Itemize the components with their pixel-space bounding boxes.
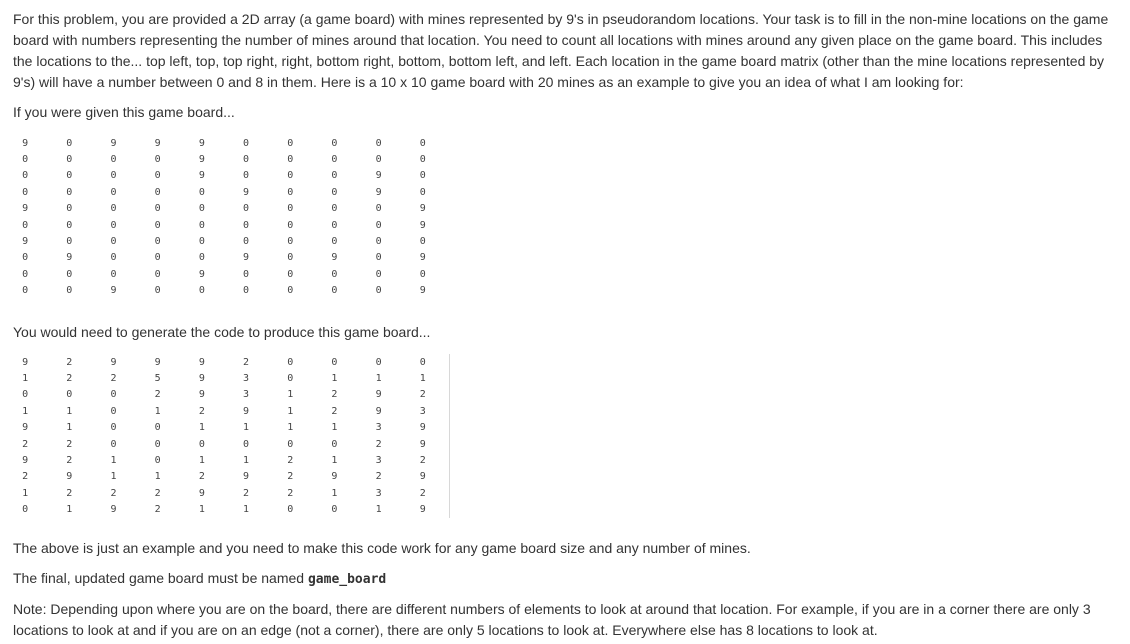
board-cell: 0: [154, 154, 161, 166]
board-cell: 0: [287, 252, 294, 264]
board-cell: 0: [287, 186, 294, 198]
input-board: [3, 135, 445, 299]
board-cell: 9: [154, 137, 161, 149]
board-cell: 9: [198, 170, 205, 182]
board-cell: 3: [375, 454, 382, 466]
board-cell: 9: [198, 389, 205, 401]
board-cell: 0: [331, 154, 338, 166]
board-cell: 9: [375, 405, 382, 417]
board-row: [3, 485, 445, 501]
board-cell: 2: [419, 454, 426, 466]
board-cell: 0: [419, 137, 426, 149]
board-cell: 1: [375, 504, 382, 516]
board-cell: 2: [375, 438, 382, 450]
board-cell: 9: [243, 471, 250, 483]
board-row: [3, 266, 445, 282]
board-cell: 0: [331, 504, 338, 516]
board-cell: 0: [198, 203, 205, 215]
board-cell: 9: [110, 356, 117, 368]
board-cell: 1: [22, 487, 29, 499]
board-cell: 2: [22, 438, 29, 450]
board-cell: 0: [110, 389, 117, 401]
board-row: [3, 469, 445, 485]
board-cell: 0: [198, 252, 205, 264]
board-cell: 0: [110, 252, 117, 264]
board-cell: 0: [66, 236, 73, 248]
board-row: [3, 283, 445, 299]
board-cell: 2: [331, 405, 338, 417]
board-cell: 0: [66, 186, 73, 198]
board-cell: 2: [287, 454, 294, 466]
board-cell: 0: [154, 285, 161, 297]
board-row: [3, 250, 445, 266]
board-cell: 2: [154, 487, 161, 499]
board-cell: 2: [198, 471, 205, 483]
edges-note: Note: Depending upon where you are on the board, there are different numbers of elements to look at around that location. For example, if you are in a corner there are only 3 locations to look at and if you are on an edge (not a corner), there are only 5 locations to look at. Everywhere else has 8 locations to look at.: [13, 600, 1091, 638]
intro-paragraph: For this problem, you are provided a 2D array (a game board) with mines represented by 9's in pseudorandom locations. Your task is to fill in the non-mine locations on the game board with numbers representing the number of mines around that location. You need to count all locations with mines around any given place on the game board. This includes the locations to the... top left, top, top right, right, bottom right, bottom, bottom left, and left. Each location in the game board matrix (other than the mine locations represented by 9's) will have a number between 0 and 8 in them. Here is a 10 x 10 game board with 20 mines as an example to give you an idea of what I am looking for:: [13, 11, 1109, 90]
board-row: [3, 452, 445, 468]
board-cell: 0: [375, 203, 382, 215]
board-cell: 2: [243, 487, 250, 499]
board-cell: 0: [375, 252, 382, 264]
board-cell: 0: [331, 285, 338, 297]
board-cell: 0: [22, 252, 29, 264]
board-cell: 2: [419, 389, 426, 401]
board-cell: 9: [419, 422, 426, 434]
board-cell: 1: [198, 422, 205, 434]
board-cell: 9: [110, 285, 117, 297]
board-cell: 0: [375, 356, 382, 368]
board-cell: 9: [22, 356, 29, 368]
board-cell: 0: [287, 219, 294, 231]
board-cell: 0: [287, 154, 294, 166]
board-cell: 0: [287, 268, 294, 280]
board-cell: 0: [243, 203, 250, 215]
board-cell: 0: [375, 285, 382, 297]
board-cell: 0: [66, 219, 73, 231]
board-cell: 9: [243, 252, 250, 264]
board-cell: 0: [198, 438, 205, 450]
any-size-note: The above is just an example and you need to make this code work for any game board size and any number of mines.: [13, 539, 751, 556]
board-cell: 0: [22, 389, 29, 401]
board-cell: 0: [287, 438, 294, 450]
board-cell: 0: [419, 186, 426, 198]
board-cell: 2: [66, 487, 73, 499]
board-cell: 0: [375, 154, 382, 166]
board-cell: 9: [419, 504, 426, 516]
board-cell: 2: [22, 471, 29, 483]
board-cell: 0: [331, 438, 338, 450]
board-cell: 0: [419, 236, 426, 248]
board-cell: 0: [154, 454, 161, 466]
board-cell: 3: [243, 389, 250, 401]
board-cell: 3: [375, 422, 382, 434]
input-board-wrapper: [3, 135, 1117, 299]
board-cell: 1: [22, 405, 29, 417]
board-cell: 9: [198, 268, 205, 280]
board-cell: 0: [331, 170, 338, 182]
board-cell: 2: [66, 356, 73, 368]
board-cell: 0: [287, 203, 294, 215]
board-cell: 0: [419, 268, 426, 280]
board-cell: 9: [375, 170, 382, 182]
board-cell: 0: [110, 438, 117, 450]
board-cell: 3: [243, 372, 250, 384]
board-cell: 0: [154, 203, 161, 215]
board-cell: 0: [22, 268, 29, 280]
board-cell: 1: [287, 405, 294, 417]
board-cell: 1: [243, 504, 250, 516]
board-cell: 3: [419, 405, 426, 417]
board-cell: 9: [22, 137, 29, 149]
board-cell: 9: [375, 186, 382, 198]
board-cell: 9: [331, 252, 338, 264]
board-row: [3, 201, 445, 217]
board-cell: 9: [198, 487, 205, 499]
board-cell: 1: [243, 422, 250, 434]
board-row: [3, 403, 445, 419]
board-cell: 0: [287, 236, 294, 248]
board-row: [3, 370, 445, 386]
board-cell: 0: [110, 268, 117, 280]
board-cell: 0: [287, 137, 294, 149]
board-cell: 9: [22, 236, 29, 248]
board-cell: 9: [66, 471, 73, 483]
board-cell: 1: [198, 504, 205, 516]
board-cell: 0: [110, 154, 117, 166]
board-cell: 0: [198, 236, 205, 248]
board-cell: 0: [287, 356, 294, 368]
board-cell: 0: [287, 285, 294, 297]
game-board-variable: game_board: [307, 571, 387, 587]
board-cell: 0: [243, 285, 250, 297]
board-cell: 0: [375, 137, 382, 149]
board-cell: 0: [419, 154, 426, 166]
board-cell: 9: [419, 219, 426, 231]
board-cell: 2: [66, 438, 73, 450]
board-cell: 9: [22, 422, 29, 434]
board-cell: 1: [22, 372, 29, 384]
board-cell: 0: [243, 219, 250, 231]
board-cell: 0: [331, 268, 338, 280]
board-cell: 0: [22, 219, 29, 231]
board-cell: 9: [66, 252, 73, 264]
board-cell: 9: [110, 504, 117, 516]
board-row: [3, 184, 445, 200]
board-cell: 0: [66, 203, 73, 215]
board-cell: 1: [331, 454, 338, 466]
board-cell: 0: [66, 154, 73, 166]
board-cell: 0: [331, 219, 338, 231]
board-cell: 9: [198, 356, 205, 368]
board-cell: 9: [198, 372, 205, 384]
board-cell: 9: [198, 154, 205, 166]
board-cell: 2: [198, 405, 205, 417]
board-cell: 0: [154, 438, 161, 450]
board-row: [3, 217, 445, 233]
board-row: [3, 233, 445, 249]
board-cell: 2: [154, 389, 161, 401]
board-cell: 9: [419, 203, 426, 215]
board-row: [3, 168, 445, 184]
board-cell: 0: [66, 170, 73, 182]
board-cell: 0: [375, 268, 382, 280]
board-cell: 0: [375, 219, 382, 231]
board-cell: 9: [110, 137, 117, 149]
board-cell: 1: [66, 504, 73, 516]
board-cell: 9: [419, 252, 426, 264]
output-board-wrapper: [3, 354, 450, 518]
board-row: [3, 436, 445, 452]
board-cell: 1: [375, 372, 382, 384]
board-cell: 2: [154, 504, 161, 516]
board-cell: 0: [243, 438, 250, 450]
board-cell: 0: [375, 236, 382, 248]
board-cell: 9: [22, 454, 29, 466]
board-cell: 1: [154, 471, 161, 483]
board-cell: 2: [287, 471, 294, 483]
board-cell: 0: [22, 285, 29, 297]
board-cell: 0: [22, 504, 29, 516]
board-cell: 0: [331, 356, 338, 368]
board-cell: 2: [331, 389, 338, 401]
board-cell: 1: [287, 389, 294, 401]
board-cell: 0: [154, 252, 161, 264]
board-cell: 0: [243, 170, 250, 182]
board-cell: 2: [110, 487, 117, 499]
board-cell: 0: [66, 268, 73, 280]
board-cell: 1: [331, 372, 338, 384]
board-cell: 0: [243, 268, 250, 280]
board-row: [3, 419, 445, 435]
board-cell: 0: [154, 170, 161, 182]
board-cell: 1: [66, 405, 73, 417]
board-cell: 0: [22, 186, 29, 198]
generate-board-label: You would need to generate the code to produce this game board...: [13, 323, 431, 340]
board-cell: 9: [331, 471, 338, 483]
board-cell: 0: [154, 236, 161, 248]
board-row: [3, 387, 445, 403]
board-cell: 9: [419, 438, 426, 450]
board-row: [3, 354, 445, 370]
final-name-line: [13, 568, 1117, 590]
board-cell: 1: [331, 422, 338, 434]
board-cell: 1: [66, 422, 73, 434]
board-cell: 2: [375, 471, 382, 483]
board-cell: 2: [419, 487, 426, 499]
board-cell: 1: [110, 471, 117, 483]
board-cell: 0: [110, 219, 117, 231]
board-cell: 0: [419, 356, 426, 368]
board-cell: 1: [331, 487, 338, 499]
board-row: [3, 501, 445, 517]
board-row: [3, 135, 445, 151]
output-board: [3, 354, 445, 518]
board-cell: 1: [243, 454, 250, 466]
board-cell: 0: [110, 405, 117, 417]
board-cell: 0: [198, 285, 205, 297]
board-cell: 0: [243, 137, 250, 149]
board-cell: 0: [287, 170, 294, 182]
board-cell: 2: [110, 372, 117, 384]
board-cell: 0: [198, 186, 205, 198]
board-cell: 0: [110, 203, 117, 215]
board-cell: 1: [154, 405, 161, 417]
board-cell: 0: [66, 137, 73, 149]
board-cell: 9: [198, 137, 205, 149]
board-cell: 0: [243, 154, 250, 166]
board-cell: 0: [66, 389, 73, 401]
board-cell: 1: [110, 454, 117, 466]
board-cell: 1: [198, 454, 205, 466]
board-cell: 1: [287, 422, 294, 434]
board-cell: 2: [287, 487, 294, 499]
board-cell: 9: [154, 356, 161, 368]
board-cell: 0: [287, 372, 294, 384]
board-row: [3, 151, 445, 167]
board-cell: 0: [110, 186, 117, 198]
board-cell: 9: [419, 285, 426, 297]
board-cell: 3: [375, 487, 382, 499]
board-cell: 9: [243, 405, 250, 417]
board-cell: 0: [419, 170, 426, 182]
board-cell: 0: [331, 236, 338, 248]
board-cell: 9: [243, 186, 250, 198]
board-cell: 0: [331, 203, 338, 215]
board-cell: 0: [66, 285, 73, 297]
board-cell: 1: [419, 372, 426, 384]
final-name-prefix: The final, updated game board must be named: [13, 569, 308, 586]
board-cell: 0: [154, 268, 161, 280]
board-cell: 9: [419, 471, 426, 483]
board-cell: 2: [66, 454, 73, 466]
board-cell: 0: [331, 186, 338, 198]
board-cell: 0: [110, 170, 117, 182]
given-board-label: If you were given this game board...: [13, 104, 235, 120]
board-cell: 5: [154, 372, 161, 384]
board-cell: 0: [331, 137, 338, 149]
board-cell: 0: [154, 422, 161, 434]
board-cell: 0: [154, 186, 161, 198]
board-cell: 0: [243, 236, 250, 248]
board-cell: 0: [154, 219, 161, 231]
board-cell: 2: [66, 372, 73, 384]
board-cell: 9: [22, 203, 29, 215]
board-cell: 0: [22, 154, 29, 166]
board-cell: 0: [110, 422, 117, 434]
board-cell: 0: [22, 170, 29, 182]
board-cell: 2: [243, 356, 250, 368]
board-cell: 0: [287, 504, 294, 516]
board-cell: 0: [110, 236, 117, 248]
board-cell: 0: [198, 219, 205, 231]
board-cell: 9: [375, 389, 382, 401]
